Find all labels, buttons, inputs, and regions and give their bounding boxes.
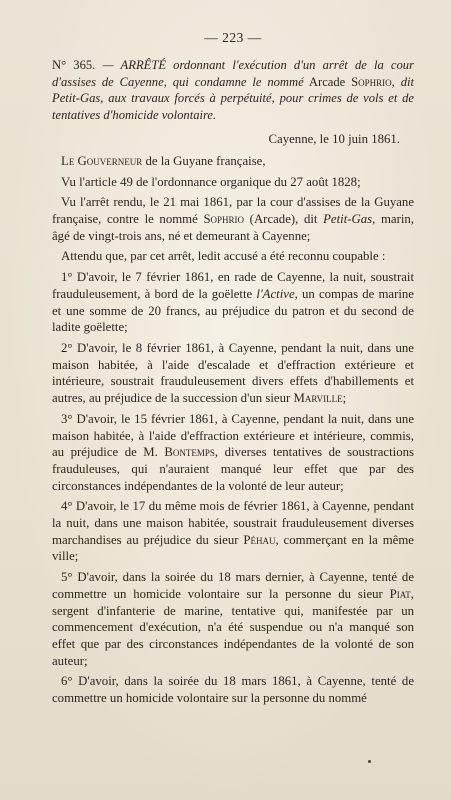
governor-title: Le Gouverneur	[61, 153, 143, 168]
decree-title-surname: Sophrio	[351, 74, 392, 89]
text-run: , un compas de marine et une somme de 20 francs, au préjudice du patron et du second de ladite goëlette;	[52, 286, 414, 335]
governor-rest: de la Guyane française,	[142, 153, 266, 168]
text-run: , commerçant en la même ville;	[52, 532, 414, 564]
paragraph-attendu: Attendu que, par cet arrêt, ledit accusé a été reconnu coupable :	[61, 249, 386, 264]
decree-title-lead: — ARRÊTÉ ordonnant l'exécution d'un arrêt de la cour d'assises de Cayenne, qui condamne le nommé	[52, 58, 414, 89]
decree-number: N° 365.	[52, 58, 96, 72]
paragraph-count-3	[52, 411, 414, 495]
paragraph-count-6: 6° D'avoir, dans la soirée du 18 mars 1861, à Cayenne, tenté de commettre un homicide volontaire sur la personne du nommé	[52, 674, 414, 706]
text-run: Vu l'arrêt rendu, le 21 mai 1861, par la cour d'assises de la Guyane française, contre le nommé	[52, 195, 414, 227]
name-petit-gas: Petit-Gas	[323, 212, 373, 227]
text-run: 3° D'avoir, le 15 février 1861, à Cayenne, pendant la nuit, dans une maison habitée, à l'aide d'effraction extérieure et intérieure, commis, au préjudice de M.	[52, 411, 414, 460]
date-line: Cayenne, le 10 juin 1861.	[268, 132, 400, 147]
ship-name: l'Active	[256, 286, 295, 301]
decree-heading	[52, 57, 414, 123]
name-bontemps: Bontemps	[164, 445, 215, 460]
decree-title-rest: , dit Petit-Gas, aux travaux forcés à perpétuité, pour crimes de vols et de tentatives d'homicide volontaire.	[52, 74, 414, 122]
paragraph-count-2	[52, 340, 414, 407]
page-number: — 223 —	[204, 30, 262, 45]
text-run: , marin, âgé de vingt-trois ans, né et demeurant à Cayenne;	[52, 212, 415, 243]
decree-title-name: Arcade	[308, 74, 346, 89]
paragraph-vu-article: Vu l'article 49 de l'ordonnance organique du 27 août 1828;	[61, 174, 361, 189]
name-pehau: Péhau	[243, 532, 276, 547]
paragraph-count-1	[52, 269, 414, 336]
paragraph-count-4	[52, 498, 414, 565]
text-run: , sergent d'infanterie de marine, tentative qui, manifestée par un commencement d'exécution, n'a été suspendue ou n'a manqué son effet que par des circonstances indépendantes de la volonté de son auteur;	[52, 586, 414, 668]
paragraph-vu-arret	[52, 194, 414, 244]
ink-speck	[368, 760, 371, 763]
text-run: 2° D'avoir, le 8 février 1861, à Cayenne, pendant la nuit, dans une maison habitée, à l'aide d'escalade et d'effraction extérieure et intérieure, soustrait frauduleusement divers effets d'habillements et autres, au préjudice de la succession d'un sieur	[52, 341, 414, 406]
text-run: 4° D'avoir, le 17 du même mois de février 1861, à Cayenne, pendant la nuit, dans une maison habitée, soustrait frauduleusement diverses marchandises au préjudice du sieur	[52, 499, 414, 547]
text-run: 1° D'avoir, le 7 février 1861, en rade de Cayenne, la nuit, soustrait frauduleusement, à bord de la goëlette	[52, 270, 414, 301]
governor-line	[52, 153, 414, 170]
name-piat: Piat	[389, 586, 411, 601]
name-marville: Marville	[293, 391, 343, 406]
name-sophrio: Sophrio	[203, 212, 245, 227]
text-run: 5° D'avoir, dans la soirée du 18 mars dernier, à Cayenne, tenté de commettre un homicide volontaire sur la personne du sieur	[52, 570, 414, 601]
text-run: ;	[342, 391, 347, 406]
text-run: , diverses tentatives de soustractions frauduleuses, qui n'auraient manqué leur effet que par des circonstances indépendantes de la volonté de leur auteur;	[52, 445, 414, 493]
paragraph-count-5	[52, 569, 414, 669]
text-run: (Arcade), dit	[244, 212, 324, 227]
